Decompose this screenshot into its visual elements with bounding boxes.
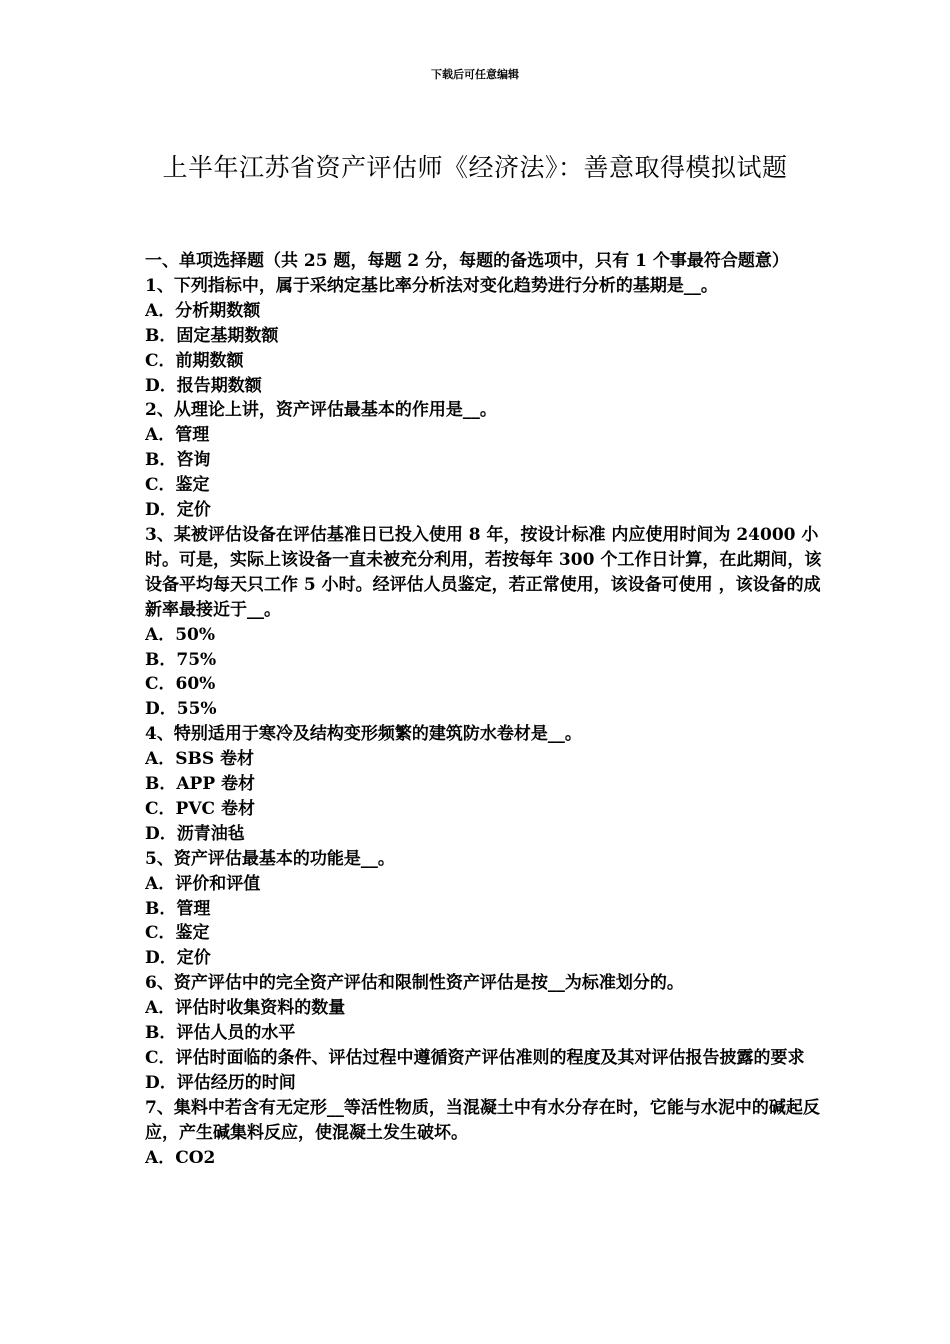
option-a: A．CO2 <box>145 1147 216 1168</box>
document-title: 上半年江苏省资产评估师《经济法》：善意取得模拟试题 <box>162 153 788 182</box>
option-d: D．55% <box>145 699 217 720</box>
option-d: D．定价 <box>145 500 211 521</box>
question-2 <box>145 398 825 523</box>
question-stem: 3、某被评估设备在评估基准日已投入使用 8 年，按设计标准 内应使用时间为 24000 小时。可是，实际上该设备一直未被充分利用，若按每年 300 个工作日计算，在此期间，该设备平均每天只工作 5 小时。经评估人员鉴定，若正常使用，该设备可使用 ，该设备的成新率最接近于__。 <box>145 524 822 620</box>
option-b: B．咨询 <box>145 450 211 471</box>
option-d: D．报告期数额 <box>145 375 262 396</box>
option-b: B．管理 <box>145 898 211 919</box>
question-stem: 7、集料中若含有无定形__等活性物质，当混凝土中有水分存在时，它能与水泥中的碱起反应，产生碱集料反应，使混凝土发生破坏。 <box>145 1097 820 1143</box>
question-6 <box>145 971 825 1096</box>
question-stem: 5、资产评估最基本的功能是__。 <box>145 848 395 869</box>
document-body <box>145 249 825 1171</box>
question-stem: 2、从理论上讲，资产评估最基本的作用是__。 <box>145 400 497 421</box>
option-a: A．50% <box>145 624 216 645</box>
question-4 <box>145 722 825 847</box>
header-note: 下载后可任意编辑 <box>431 68 519 81</box>
option-b: B．APP 卷材 <box>145 774 256 795</box>
option-c: C．前期数额 <box>145 350 244 371</box>
option-c: C．鉴定 <box>145 475 210 496</box>
option-a: A．分析期数额 <box>145 300 261 321</box>
option-c: C．评估时面临的条件、评估过程中遵循资产评估准则的程度及其对评估报告披露的要求 <box>145 1048 805 1068</box>
question-stem: 6、资产评估中的完全资产评估和限制性资产评估是按__为标准划分的。 <box>145 973 684 994</box>
question-stem: 1、下列指标中，属于采纳定基比率分析法对变化趋势进行分析的基期是__。 <box>145 275 718 296</box>
question-3 <box>145 523 825 722</box>
option-a: A．评价和评值 <box>145 873 261 894</box>
option-b: B．评估人员的水平 <box>145 1023 296 1044</box>
option-a: A．评估时收集资料的数量 <box>145 998 346 1019</box>
option-a: A．SBS 卷材 <box>145 749 255 770</box>
option-c: C．PVC 卷材 <box>145 798 255 819</box>
option-a: A．管理 <box>145 425 210 446</box>
option-c: C．鉴定 <box>145 923 210 944</box>
option-c: C．60% <box>145 674 216 695</box>
section-heading: 一、单项选择题（共 25 题，每题 2 分，每题的备选项中，只有 1 个事最符合题意） <box>145 251 789 271</box>
question-1 <box>145 274 825 399</box>
option-b: B．固定基期数额 <box>145 325 279 346</box>
question-5 <box>145 847 825 972</box>
question-7 <box>145 1096 825 1171</box>
option-b: B．75% <box>145 649 217 670</box>
option-d: D．评估经历的时间 <box>145 1072 296 1093</box>
option-d: D．定价 <box>145 948 211 969</box>
option-d: D．沥青油毡 <box>145 823 245 844</box>
question-stem: 4、特别适用于寒冷及结构变形频繁的建筑防水卷材是__。 <box>145 724 582 745</box>
